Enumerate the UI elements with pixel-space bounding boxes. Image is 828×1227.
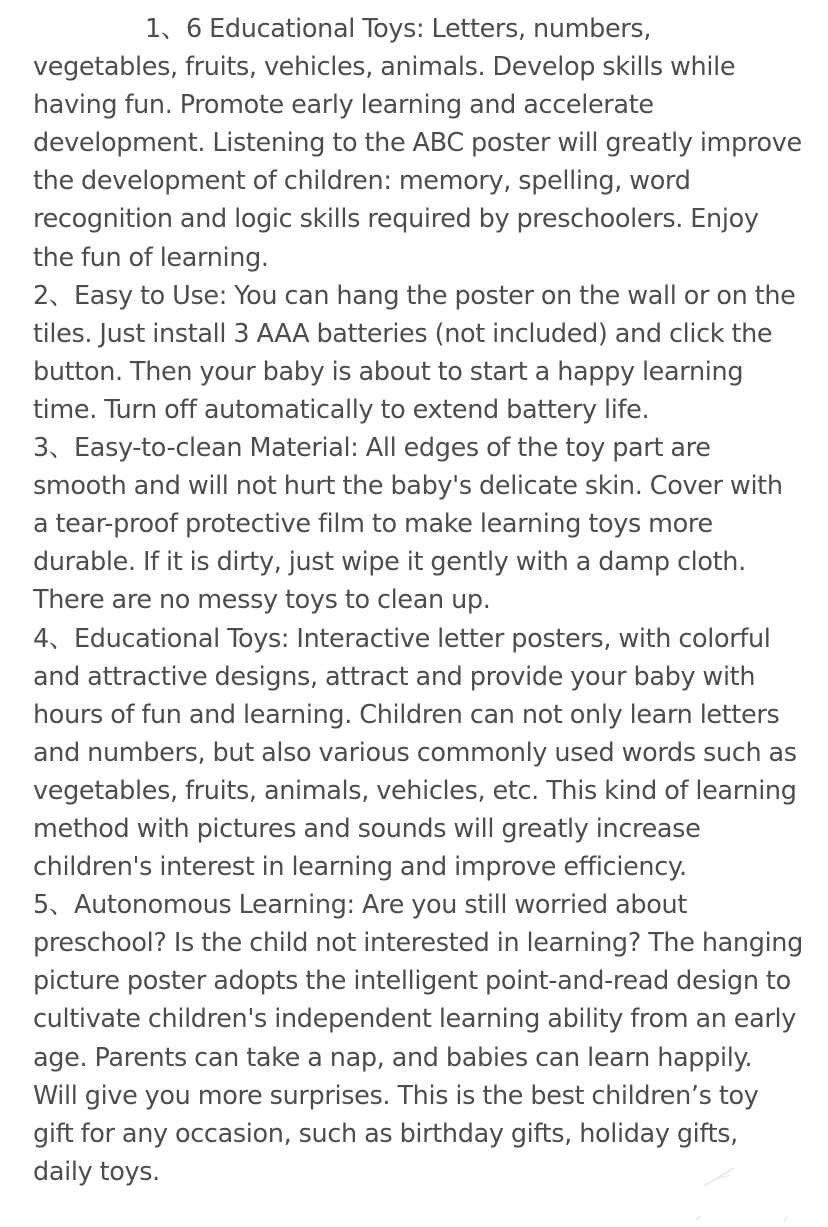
- feature-number: 1、: [145, 14, 187, 44]
- product-description: [33, 10, 803, 1191]
- feature-text: 6 Educational Toys: Letters, numbers, vegetables, fruits, vehicles, animals. Develop skills while having fun. Promote early learning and accelerate development. Listening to the ABC poster will greatly improve the development of children: memory, spelling, word recognition and logic skills required by preschoolers. Enjoy the fun of learning.: [33, 14, 802, 273]
- feature-number: 5、: [33, 890, 75, 921]
- feature-text: Educational Toys: Interactive letter posters, with colorful and attractive designs, attract and provide your baby with hours of fun and learning. Children can not only learn letters and numbers, but also various commonly used words such as vegetables, fruits, animals, vehicles, etc. This kind of learning method with pictures and sounds will greatly increase children's interest in learning and improve efficiency.: [33, 623, 797, 883]
- feature-text: Easy-to-clean Material: All edges of the toy part are smooth and will not hurt the baby's delicate skin. Cover with a tear-proof protective film to make learning toys more durable. If it is dirty, just wipe it gently with a damp cloth. There are no messy toys to clean up.: [33, 433, 783, 616]
- feature-text: Autonomous Learning: Are you still worried about preschool? Is the child not interested in learning? The hanging picture poster adopts the intelligent point-and-read design to cultivate children's independent learning ability from an early age. Parents can take a nap, and babies can learn happily. Will give you more surprises. This is the best children’s toy gift for any occasion, such as birthday gifts, holiday gifts, daily toys.: [33, 890, 803, 1187]
- feature-item-3: [33, 429, 803, 619]
- feature-item-5: [33, 886, 803, 1191]
- feature-item-1: [33, 10, 803, 277]
- feature-number: 3、: [33, 433, 75, 464]
- feature-text: Easy to Use: You can hang the poster on the wall or on the tiles. Just install 3 AAA batteries (not included) and click the button. Then your baby is about to start a happy learning time. Turn off automatically to extend battery life.: [33, 280, 796, 425]
- feature-number: 4、: [33, 623, 75, 654]
- feature-item-2: [33, 277, 803, 429]
- feature-item-4: [33, 620, 803, 887]
- feature-number: 2、: [33, 280, 75, 311]
